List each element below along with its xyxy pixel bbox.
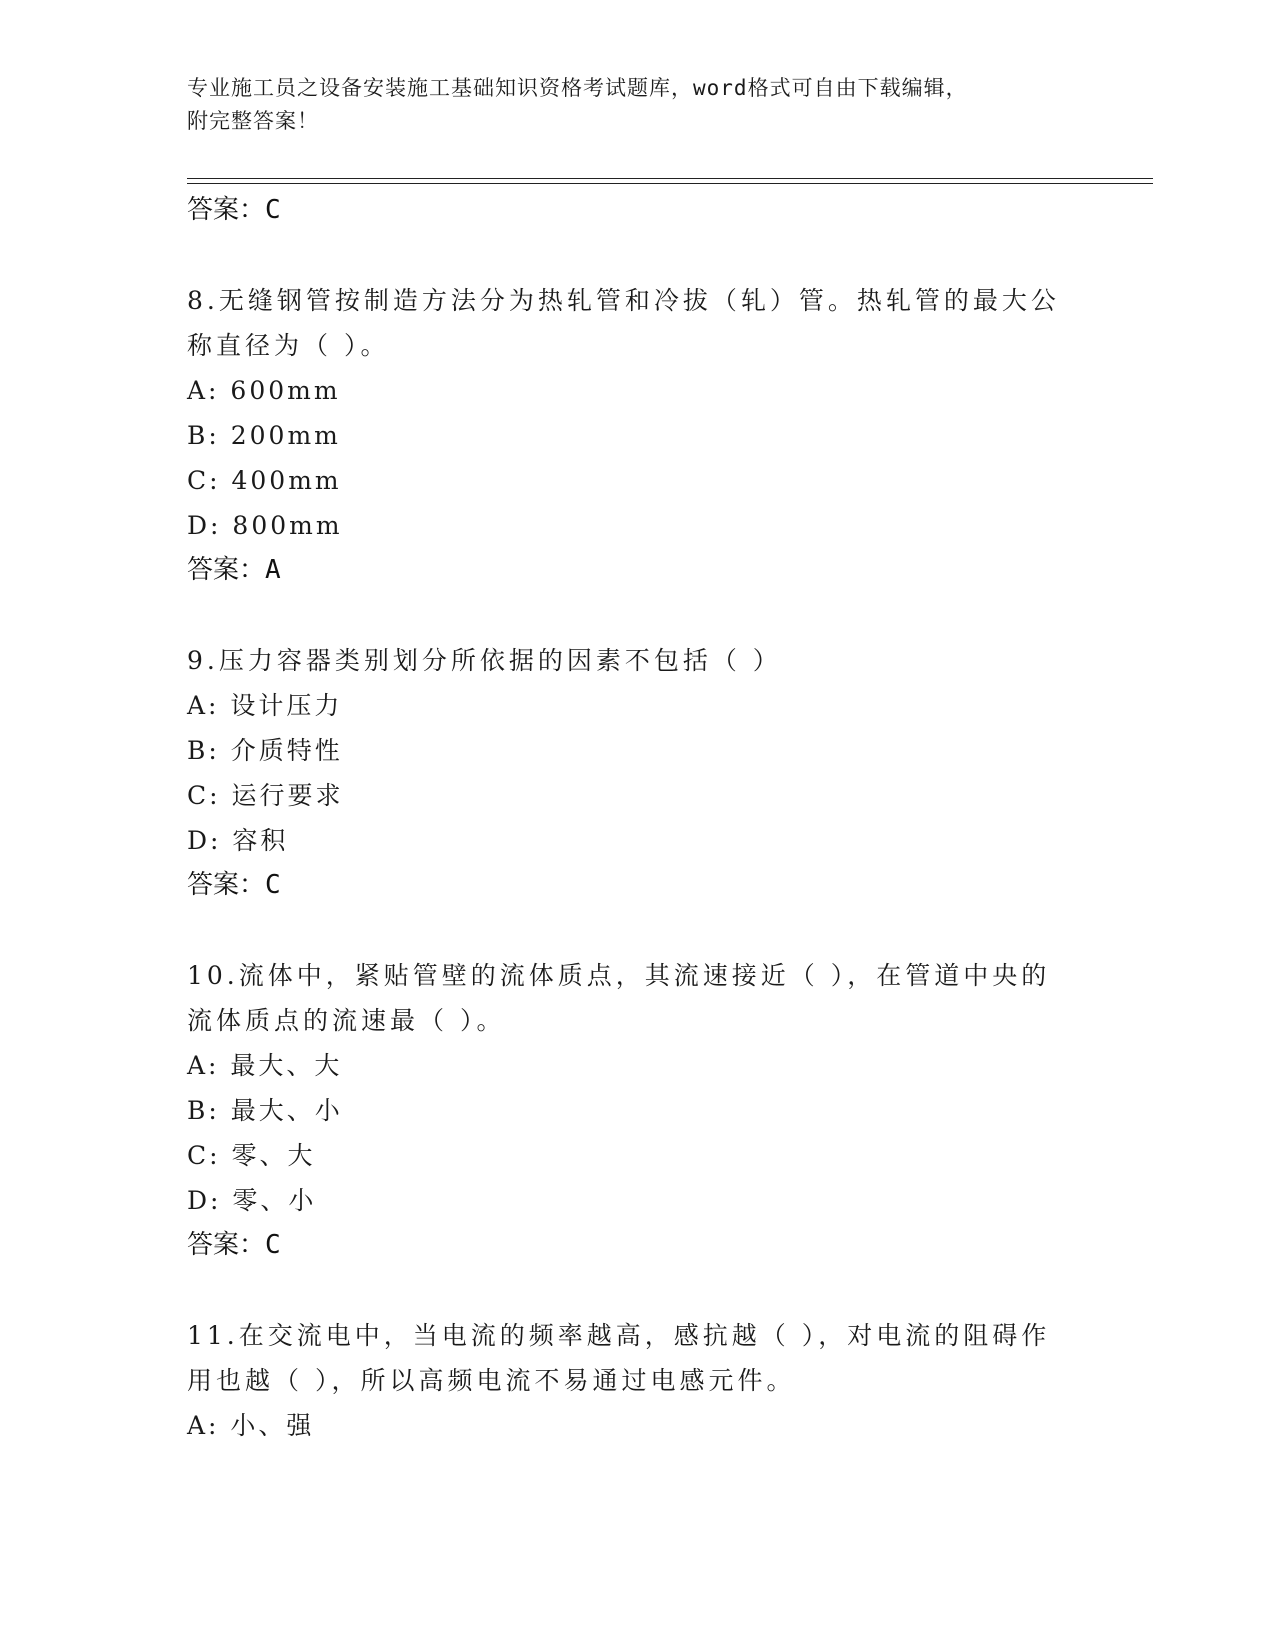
option-c: C: 零、大 [187, 1141, 316, 1170]
question-text: 10.流体中，紧贴管壁的流体质点，其流速接近（ ），在管道中央的流体质点的流速最（ ）。 [187, 961, 1051, 1035]
option-b: B: 介质特性 [187, 736, 343, 765]
option-a: A: 最大、大 [187, 1051, 343, 1080]
header-divider-top [187, 178, 1153, 179]
question-text: 8.无缝钢管按制造方法分为热轧管和冷拔（轧）管。热轧管的最大公称直径为（ ）。 [187, 286, 1060, 360]
answer-label: 答案： [187, 555, 266, 585]
answer-value: C [265, 195, 281, 225]
answer-label: 答案： [187, 195, 266, 225]
question-text: 11.在交流电中，当电流的频率越高，感抗越（ ），对电流的阻碍作用也越（ ），所以高频电流不易通过电感元件。 [187, 1321, 1051, 1395]
answer-line [187, 188, 1067, 233]
header-divider-bottom [187, 183, 1153, 184]
question-block [187, 638, 1067, 908]
answer-value: C [265, 1230, 281, 1260]
option-c: C: 400mm [187, 466, 342, 495]
option-d: D: 容积 [187, 826, 289, 855]
question-block [187, 953, 1067, 1268]
option-a: A: 小、强 [187, 1411, 315, 1440]
option-b: B: 最大、小 [187, 1096, 343, 1125]
answer-line [187, 548, 1067, 593]
option-d: D: 800mm [187, 511, 343, 540]
question-block [187, 278, 1067, 593]
header-line-2: 附完整答案！ [187, 109, 319, 133]
header-line-1: 专业施工员之设备安装施工基础知识资格考试题库，word格式可自由下载编辑， [187, 76, 968, 100]
question-text: 9.压力容器类别划分所依据的因素不包括（ ） [187, 646, 782, 675]
question-list [187, 188, 1067, 1448]
answer-line [187, 863, 1067, 908]
option-c: C: 运行要求 [187, 781, 344, 810]
answer-line [187, 1223, 1067, 1268]
option-a: A: 设计压力 [187, 691, 343, 720]
answer-label: 答案： [187, 870, 266, 900]
option-a: A: 600mm [187, 376, 341, 405]
option-b: B: 200mm [187, 421, 341, 450]
document-header [187, 72, 1067, 138]
answer-label: 答案： [187, 1230, 266, 1260]
answer-value: A [265, 555, 281, 585]
option-d: D: 零、小 [187, 1186, 317, 1215]
question-block [187, 1313, 1067, 1448]
answer-value: C [265, 870, 281, 900]
